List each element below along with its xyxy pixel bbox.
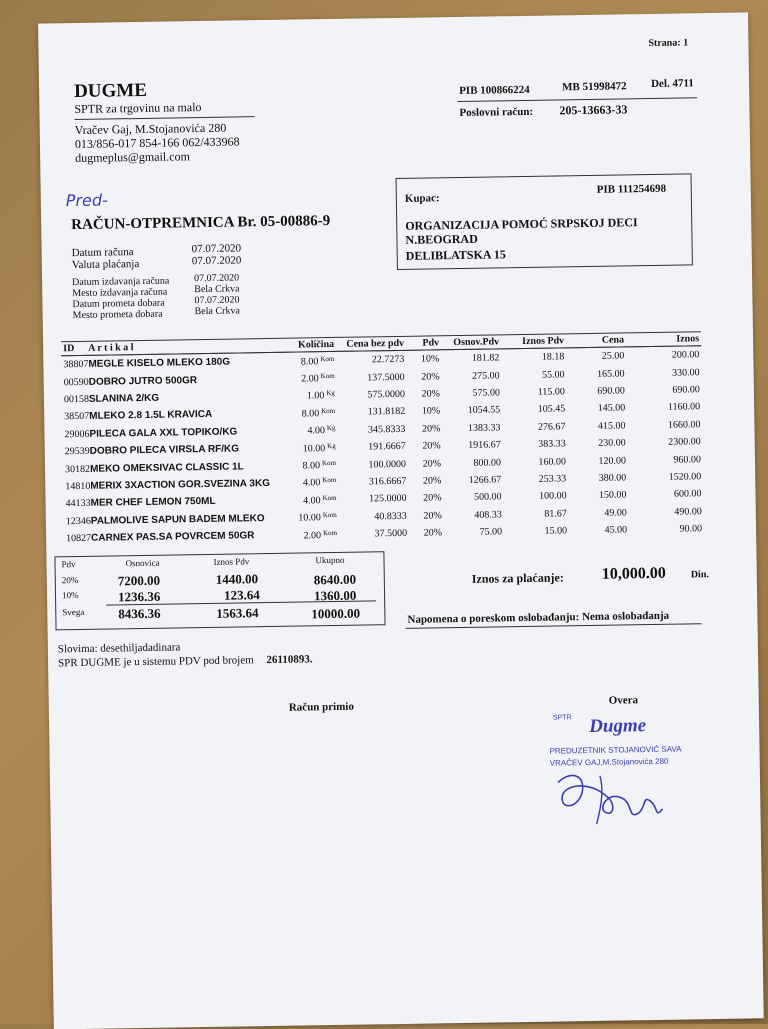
seller-pib: PIB 100866224 bbox=[459, 83, 530, 97]
vat-summary-box bbox=[54, 551, 385, 630]
row-unit: Kg bbox=[327, 441, 336, 450]
vat-row-10-base: 1236.36 bbox=[117, 588, 161, 605]
row-amount: 1660.00 bbox=[667, 418, 701, 431]
row-amount: 490.00 bbox=[674, 505, 702, 518]
seller-name: DUGME bbox=[73, 79, 148, 103]
seller-divider bbox=[75, 116, 255, 120]
vat-row-10-vat: 123.64 bbox=[223, 587, 260, 603]
row-vat-amount: 15.00 bbox=[544, 525, 568, 537]
row-vat-amount: 18.18 bbox=[541, 351, 565, 363]
row-price-ex: 100.0000 bbox=[368, 458, 407, 470]
items-table bbox=[61, 331, 704, 547]
row-id: 12346 bbox=[65, 515, 91, 527]
row-price: 165.00 bbox=[597, 367, 625, 380]
row-vat: 20% bbox=[422, 423, 441, 435]
vat-row-20-total: 8640.00 bbox=[313, 571, 357, 588]
row-price: 49.00 bbox=[604, 507, 627, 519]
row-qty: 10.00 bbox=[302, 442, 326, 455]
signature-icon bbox=[549, 738, 690, 830]
row-qty: 10.00 bbox=[298, 512, 321, 524]
row-price: 380.00 bbox=[598, 472, 627, 484]
page-number: Strana: 1 bbox=[648, 37, 689, 49]
issue-place-label: Mesto izdavanja računa bbox=[72, 286, 168, 300]
row-article: PALMOLIVE SAPUN BADEM MLEKO bbox=[90, 512, 265, 527]
row-article: SLANINA 2/KG bbox=[88, 392, 160, 405]
row-vat-amount: 55.00 bbox=[542, 368, 565, 381]
row-article: MLEKO 2.8 1.5L KRAVICA bbox=[89, 409, 213, 423]
col-id: ID bbox=[61, 341, 86, 355]
row-price-ex: 316.6667 bbox=[368, 475, 407, 488]
row-article: CARNEX PAS.SA POVRCEM 50GR bbox=[91, 530, 255, 544]
company-stamp bbox=[549, 708, 696, 810]
row-vat: 20% bbox=[421, 370, 440, 383]
seller-address: Vračev Gaj, M.Stojanovića 280 bbox=[74, 120, 227, 138]
invoice-paper bbox=[38, 12, 764, 1029]
row-vat-amount: 383.33 bbox=[538, 438, 566, 450]
row-unit: Kom bbox=[320, 372, 335, 381]
row-base: 1266.67 bbox=[468, 474, 502, 486]
vat-row-20-vat: 1440.00 bbox=[215, 571, 259, 587]
row-vat: 10% bbox=[421, 405, 441, 417]
col-article: A r t i k a l bbox=[86, 338, 276, 355]
row-amount: 600.00 bbox=[673, 488, 702, 500]
received-by-label: Račun primio bbox=[288, 700, 355, 714]
row-vat-amount: 81.67 bbox=[544, 508, 567, 520]
buyer-pib: PIB 111254698 bbox=[596, 182, 667, 196]
vat-system-note bbox=[58, 653, 313, 669]
row-base: 1054.55 bbox=[467, 404, 501, 417]
vat-row-total-base: 8436.36 bbox=[118, 605, 161, 622]
row-price: 25.00 bbox=[601, 350, 625, 362]
issue-date-value: 07.07.2020 bbox=[193, 272, 240, 285]
row-vat: 20% bbox=[422, 457, 442, 470]
row-article: DOBRO JUTRO 500GR bbox=[88, 374, 198, 388]
vat-hdr-amount: Iznos Pdv bbox=[213, 556, 250, 567]
row-amount: 960.00 bbox=[673, 453, 702, 466]
vat-system-number: 26110893. bbox=[266, 653, 313, 667]
row-base: 1383.33 bbox=[467, 422, 501, 434]
row-price: 230.00 bbox=[598, 437, 626, 449]
row-amount: 690.00 bbox=[672, 384, 700, 396]
vat-row-10-label: 10% bbox=[61, 590, 79, 601]
row-price: 45.00 bbox=[604, 524, 628, 536]
row-vat: 20% bbox=[421, 388, 440, 400]
row-amount: 330.00 bbox=[672, 366, 700, 379]
buyer-city: N.BEOGRAD bbox=[405, 231, 478, 247]
col-qty: Količina bbox=[276, 337, 336, 352]
trade-date-label: Datum prometa dobara bbox=[72, 297, 165, 311]
row-base: 800.00 bbox=[473, 456, 502, 469]
row-article: DOBRO PILECA VIRSLA RF/KG bbox=[89, 443, 240, 457]
row-qty: 4.00 bbox=[302, 495, 321, 507]
row-unit: Kom bbox=[321, 458, 337, 468]
amount-in-words: Slovima: desethiljadadinara bbox=[57, 641, 181, 656]
row-id: 38807 bbox=[63, 359, 89, 371]
handwritten-note: Pred- bbox=[65, 190, 108, 211]
tax-note: Napomena o poreskom oslobađanju: Nema oslobađanja bbox=[407, 609, 670, 626]
seller-email: dugmeplus@gmail.com bbox=[75, 149, 190, 166]
row-vat: 20% bbox=[423, 492, 442, 504]
row-vat-amount: 115.00 bbox=[537, 386, 565, 398]
row-qty: 8.00 bbox=[302, 460, 321, 472]
row-unit: Kom bbox=[322, 493, 337, 502]
buyer-name: ORGANIZACIJA POMOĆ SRPSKOJ DECI bbox=[405, 215, 638, 233]
row-amount: 1520.00 bbox=[668, 471, 702, 483]
row-amount: 90.00 bbox=[679, 523, 703, 535]
row-vat-amount: 276.67 bbox=[537, 421, 566, 433]
stamp-line2: VRAČEV GAJ,M.Stojanovića 280 bbox=[549, 756, 669, 768]
row-unit: Kom bbox=[322, 511, 337, 520]
row-vat-amount: 253.33 bbox=[538, 473, 567, 485]
row-id: 29006 bbox=[64, 428, 90, 440]
row-price-ex: 37.5000 bbox=[374, 527, 408, 540]
row-price-ex: 40.8333 bbox=[374, 510, 407, 523]
row-qty: 8.00 bbox=[300, 355, 319, 368]
payment-currency: Din. bbox=[690, 569, 709, 581]
date-due-value: 07.07.2020 bbox=[191, 254, 242, 268]
seller-phones: 013/856-017 854-166 062/433968 bbox=[74, 134, 240, 152]
row-vat: 10% bbox=[420, 353, 440, 365]
row-id: 29539 bbox=[64, 445, 90, 458]
vat-row-10-total: 1360.00 bbox=[313, 587, 357, 604]
col-price: Cena bbox=[566, 333, 626, 348]
trade-place-value: Bela Crkva bbox=[194, 305, 240, 318]
col-vat-amount: Iznos Pdv bbox=[501, 334, 566, 349]
row-amount: 200.00 bbox=[671, 349, 700, 361]
row-base: 500.00 bbox=[473, 491, 502, 504]
row-qty: 8.00 bbox=[301, 408, 320, 420]
date-due-label: Valuta plaćanja bbox=[71, 258, 140, 272]
row-qty: 2.00 bbox=[301, 373, 319, 385]
row-article: MERIX 3XACTION GOR.SVEZINA 3KG bbox=[90, 477, 271, 492]
approval-label: Overa bbox=[608, 694, 639, 707]
row-qty: 1.00 bbox=[306, 390, 325, 402]
buyer-label: Kupac: bbox=[404, 192, 440, 205]
row-vat-amount: 100.00 bbox=[538, 490, 567, 503]
payment-label: Iznos za plaćanje: bbox=[471, 570, 564, 586]
row-vat: 20% bbox=[422, 475, 442, 487]
row-qty: 4.00 bbox=[307, 425, 326, 437]
vat-hdr-total: Ukupno bbox=[315, 554, 345, 566]
row-amount: 2300.00 bbox=[668, 436, 701, 448]
row-qty: 2.00 bbox=[303, 529, 322, 542]
row-price-ex: 125.0000 bbox=[368, 493, 407, 505]
row-price: 690.00 bbox=[597, 385, 625, 397]
payment-amount: 10,000.00 bbox=[601, 564, 666, 583]
account-number: 205-13663-33 bbox=[559, 102, 628, 118]
row-unit: Kom bbox=[320, 354, 335, 363]
seller-mb: MB 51998472 bbox=[562, 80, 627, 94]
row-unit: Kom bbox=[321, 406, 336, 416]
row-vat-amount: 160.00 bbox=[538, 455, 567, 468]
stamp-line1: PREDUZETNIK STOJANOVIĆ SAVA bbox=[549, 744, 682, 756]
row-price: 415.00 bbox=[597, 420, 626, 432]
col-base: Osnov.Pdv bbox=[441, 335, 501, 350]
trade-place-label: Mesto prometa dobara bbox=[72, 308, 163, 322]
row-base: 75.00 bbox=[479, 526, 503, 538]
row-vat: 20% bbox=[423, 527, 443, 539]
row-base: 1916.67 bbox=[468, 439, 501, 452]
buyer-street: DELIBLATSKA 15 bbox=[405, 247, 506, 263]
row-unit: Kg bbox=[326, 389, 335, 398]
row-qty: 4.00 bbox=[302, 477, 321, 489]
row-price-ex: 137.5000 bbox=[367, 371, 405, 384]
row-price: 145.00 bbox=[597, 402, 626, 415]
row-article: MEKO OMEKSIVAC CLASSIC 1L bbox=[89, 460, 244, 475]
row-vat-amount: 105.45 bbox=[537, 403, 566, 416]
row-base: 408.33 bbox=[474, 509, 502, 521]
vat-row-total-total: 10000.00 bbox=[311, 605, 361, 622]
col-vat: Pdv bbox=[406, 336, 441, 351]
seller-del: Del. 4711 bbox=[650, 77, 694, 90]
row-price-ex: 345.8333 bbox=[367, 423, 406, 436]
row-vat: 20% bbox=[422, 440, 441, 452]
row-article: PILECA GALA XXL TOPIKO/KG bbox=[89, 426, 238, 440]
row-id: 10827 bbox=[66, 532, 92, 545]
row-id: 44133 bbox=[65, 498, 91, 510]
row-price-ex: 131.8182 bbox=[367, 406, 406, 418]
date-invoice-value: 07.07.2020 bbox=[191, 242, 242, 256]
row-base: 575.00 bbox=[472, 387, 500, 399]
row-unit: Kom bbox=[323, 528, 338, 537]
vat-hdr-base: Osnovica bbox=[125, 557, 160, 569]
row-vat: 20% bbox=[423, 509, 442, 522]
row-unit: Kg bbox=[326, 424, 336, 433]
document-title: RAČUN-OTPREMNICA Br. 05-00886-9 bbox=[71, 213, 331, 234]
vat-hdr-pdv: Pdv bbox=[61, 559, 76, 570]
date-invoice-label: Datum računa bbox=[71, 246, 134, 260]
issue-date-label: Datum izdavanja računa bbox=[72, 275, 170, 289]
trade-date-value: 07.07.2020 bbox=[194, 294, 240, 307]
vat-row-total-label: Svega bbox=[62, 606, 85, 618]
vat-row-20-label: 20% bbox=[61, 575, 79, 586]
row-price-ex: 22.7273 bbox=[371, 354, 405, 366]
row-base: 275.00 bbox=[472, 369, 500, 382]
row-id: 00590 bbox=[63, 376, 89, 388]
buyer-box bbox=[396, 173, 693, 270]
vat-system-text: SPR DUGME je u sistemu PDV pod brojem bbox=[58, 654, 254, 670]
seller-ids-divider bbox=[457, 97, 697, 102]
col-amount: Iznos bbox=[626, 332, 701, 347]
row-unit: Kom bbox=[322, 476, 337, 485]
row-id: 30182 bbox=[64, 463, 91, 475]
vat-row-20-base: 7200.00 bbox=[117, 572, 161, 589]
col-price-ex: Cena bez pdv bbox=[336, 336, 406, 351]
row-id: 14810 bbox=[65, 480, 91, 493]
row-price: 120.00 bbox=[598, 454, 627, 467]
row-id: 00158 bbox=[63, 393, 90, 406]
issue-place-value: Bela Crkva bbox=[194, 283, 240, 296]
vat-row-total-vat: 1563.64 bbox=[216, 605, 259, 621]
row-id: 38507 bbox=[64, 411, 90, 423]
row-article: MER CHEF LEMON 750ML bbox=[90, 496, 216, 510]
stamp-logo: Dugme bbox=[588, 715, 647, 738]
row-base: 181.82 bbox=[471, 352, 500, 364]
row-price-ex: 191.6667 bbox=[368, 440, 406, 453]
row-article: MEGLE KISELO MLEKO 180G bbox=[88, 356, 231, 371]
row-price: 150.00 bbox=[598, 489, 627, 502]
account-label: Poslovni račun: bbox=[459, 105, 534, 119]
row-price-ex: 575.0000 bbox=[367, 388, 405, 401]
seller-subtitle: SPTR za trgovinu na malo bbox=[74, 100, 202, 117]
row-amount: 1160.00 bbox=[667, 401, 701, 414]
stamp-top-text: SPTR bbox=[552, 714, 572, 722]
